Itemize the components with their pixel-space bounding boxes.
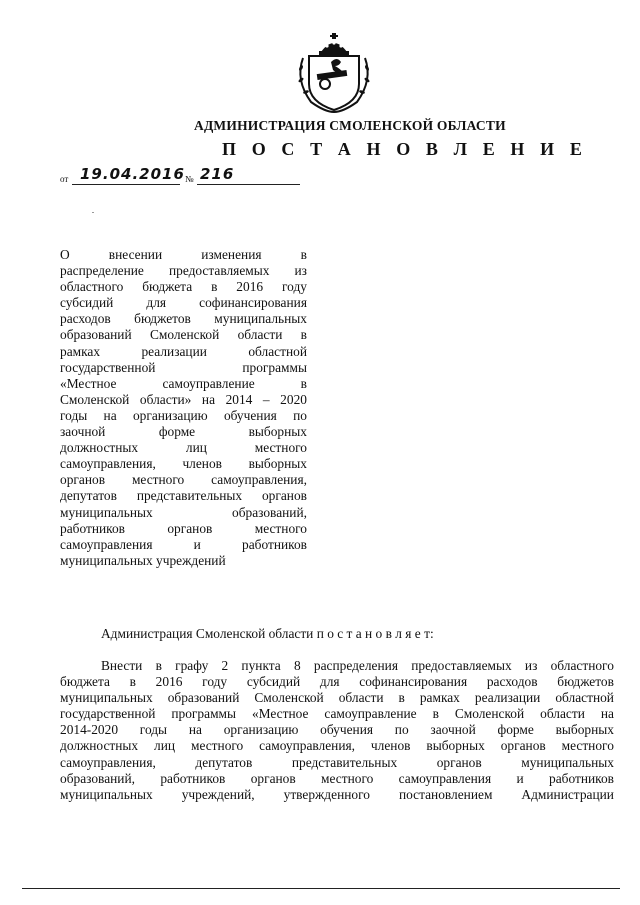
subject-word: выборных [248, 424, 307, 440]
subject-line [60, 456, 307, 472]
body-word: и [516, 770, 524, 786]
subject-line [60, 505, 307, 521]
body-word: работников [549, 770, 614, 786]
subject-word: расходов [60, 311, 111, 327]
body-word: на [600, 706, 614, 722]
subject-line [60, 424, 307, 440]
date-label: от [60, 174, 69, 184]
number-label: № [185, 174, 194, 184]
body-word: местного [190, 738, 244, 754]
subject-word: образований [60, 327, 132, 343]
body-word: самоуправления, [259, 738, 355, 754]
subject-word: 2020 [280, 391, 307, 407]
body-word: форме [497, 722, 534, 738]
subject-line [60, 521, 307, 537]
subject-word: рамках [60, 343, 101, 359]
body-word: программы [171, 706, 237, 722]
body-word: муниципальных [60, 786, 153, 802]
body-word: депутатов [195, 754, 253, 770]
smolensk-coat-of-arms-icon [291, 32, 377, 114]
document-type-title: П О С Т А Н О В Л Е Н И Е [222, 139, 588, 159]
subject-word: депутатов [60, 488, 117, 504]
subject-word: форме [158, 424, 196, 440]
body-line [60, 738, 614, 754]
body-word: годы [139, 722, 168, 738]
body-line [60, 706, 614, 722]
subject-word: из [294, 263, 307, 279]
resolves-line: Администрация Смоленской области п о с т а н о в л я е т: [101, 626, 434, 641]
subject-word: муниципальных учреждений [60, 552, 226, 568]
body-word: 2014-2020 [60, 722, 119, 738]
subject-word: самоуправление [162, 375, 255, 391]
body-word: членов [370, 738, 411, 754]
subject-word: софинансирования [199, 295, 307, 311]
body-word: на [188, 722, 202, 738]
subject-line [60, 263, 307, 279]
subject-word: местного [254, 520, 307, 536]
subject-line [60, 392, 307, 408]
subject-word: органов [60, 472, 106, 488]
subject-word: членов [182, 456, 222, 472]
subject-word: в [300, 247, 307, 262]
subject-word: 2016 [236, 279, 264, 295]
subject-line [60, 553, 307, 569]
body-word: пункта [241, 658, 281, 673]
number-value: 216 [200, 165, 235, 183]
subject-word: области [237, 327, 283, 343]
body-word: рамках [419, 690, 460, 706]
body-line [60, 755, 614, 771]
subject-word: О [60, 247, 70, 262]
body-word: утвержденного [283, 786, 370, 802]
subject-word: внесении [108, 247, 163, 262]
body-word: реализации [474, 690, 541, 706]
subject-line [60, 360, 307, 376]
subject-word: муниципальных [60, 504, 153, 520]
body-line [60, 690, 614, 706]
subject-word: самоуправления [60, 536, 153, 552]
body-line [60, 658, 614, 674]
body-word: бюджета [60, 674, 110, 690]
subject-line [60, 537, 307, 553]
subject-word: для [146, 295, 167, 311]
subject-line [60, 295, 307, 311]
body-word: 2 [221, 658, 229, 673]
body-line [60, 771, 614, 787]
body-word: органов [500, 738, 546, 754]
body-word: муниципальных [60, 690, 153, 706]
body-word: по [394, 722, 409, 738]
body-word: субсидий [246, 674, 301, 690]
body-word: организацию [223, 722, 299, 738]
subject-word: области» [139, 391, 192, 407]
body-word: образований, [60, 770, 135, 786]
subject-word: в [300, 375, 307, 391]
subject-word: самоуправления, [211, 472, 307, 488]
subject-word: представительных [136, 488, 243, 504]
body-word: самоуправления, [60, 754, 156, 770]
body-word: в [155, 658, 162, 673]
body-word: заочной [430, 722, 476, 738]
subject-word: областной [248, 343, 307, 359]
body-word: в [432, 706, 439, 722]
body-word: софинансирования [359, 674, 468, 690]
subject-word: должностных [60, 440, 139, 456]
body-word: Внести [101, 658, 143, 673]
subject-word: «Местное [60, 375, 117, 391]
subject-word: местного [254, 440, 307, 456]
body-word: 8 [293, 658, 301, 673]
body-word: «Местное [251, 706, 309, 722]
subject-word: Смоленской [149, 327, 220, 343]
subject-word: предоставляемых [168, 263, 270, 279]
body-word: органов [436, 754, 482, 770]
subject-word: местного [131, 472, 185, 488]
subject-word: в [300, 327, 307, 343]
subject-word: органов [261, 488, 307, 504]
body-word: области [338, 690, 384, 706]
subject-word: организацию [132, 407, 208, 423]
body-word: областного [550, 658, 614, 673]
number-underline [197, 184, 300, 185]
subject-word: в [211, 279, 218, 295]
subject-word: по [293, 407, 307, 423]
subject-word: году [281, 279, 307, 295]
subject-word: изменения [201, 247, 262, 262]
subject-word: бюджета [142, 279, 193, 295]
body-word: выборных [426, 738, 485, 754]
subject-word: субсидий [60, 295, 114, 311]
subject-word: программы [242, 359, 307, 375]
body-line [60, 722, 614, 738]
subject-word: органов [167, 520, 213, 536]
subject-word: реализации [141, 343, 207, 359]
subject-word: выборных [248, 456, 307, 472]
body-word: представительных [291, 754, 398, 770]
body-word: образований [167, 690, 240, 706]
decree-body [60, 658, 614, 803]
body-word: Администрации [521, 786, 614, 802]
organization-title: АДМИНИСТРАЦИЯ СМОЛЕНСКОЙ ОБЛАСТИ [194, 118, 506, 133]
body-word: местного [321, 770, 374, 786]
subject-line [60, 344, 307, 360]
subject-word: бюджетов [134, 311, 191, 327]
body-word: распределения [313, 658, 398, 673]
subject-line [60, 247, 307, 263]
body-word: выборных [555, 722, 614, 738]
body-line [60, 787, 614, 803]
subject-word: обучения [223, 407, 277, 423]
body-word: в [129, 674, 136, 690]
subject-line [60, 279, 307, 295]
body-word: областной [555, 690, 614, 706]
decree-subject [60, 247, 307, 569]
subject-line [60, 311, 307, 327]
body-word: в [398, 690, 405, 706]
date-number-line [60, 165, 300, 187]
subject-word: Смоленской [60, 391, 130, 407]
body-word: предоставляемых [411, 658, 512, 673]
subject-word: заочной [60, 424, 106, 440]
subject-word: областного [60, 279, 124, 295]
subject-word: на [201, 391, 216, 407]
body-word: лиц [154, 738, 176, 754]
body-word: работников [160, 770, 226, 786]
subject-line [60, 472, 307, 488]
body-word: Смоленской [454, 706, 525, 722]
body-word: из [524, 658, 538, 673]
body-word: обучения [320, 722, 374, 738]
subject-word: годы [60, 407, 88, 423]
subject-word: распределение [60, 263, 144, 279]
subject-line [60, 488, 307, 504]
subject-word: работников [60, 520, 125, 536]
subject-word: работников [242, 536, 307, 552]
body-word: местного [561, 738, 614, 754]
subject-word: образований, [232, 504, 307, 520]
subject-line [60, 408, 307, 424]
subject-word: самоуправления, [60, 456, 156, 472]
page-bottom-rule [22, 888, 620, 889]
body-word: области [540, 706, 585, 722]
date-value: 19.04.2016 [80, 165, 185, 183]
body-word: Смоленской [254, 690, 324, 706]
body-word: постановлением [398, 786, 493, 802]
body-word: государственной [60, 706, 156, 722]
subject-word: 2014 [225, 391, 253, 407]
body-word: должностных [60, 738, 139, 754]
body-word: учреждений, [181, 786, 255, 802]
subject-word: государственной [60, 359, 156, 375]
body-word: 2016 [155, 674, 183, 690]
scan-speck [92, 212, 94, 213]
body-word: самоуправления [398, 770, 492, 786]
body-word: бюджетов [557, 674, 614, 690]
body-word: году [202, 674, 228, 690]
body-word: муниципальных [521, 754, 614, 770]
subject-line [60, 327, 307, 343]
date-underline [72, 184, 180, 185]
subject-word: на [103, 407, 117, 423]
subject-word: и [193, 536, 201, 552]
body-line [60, 674, 614, 690]
subject-word: лиц [185, 440, 207, 456]
body-word: органов [250, 770, 296, 786]
body-word: расходов [486, 674, 538, 690]
subject-word: – [262, 391, 270, 407]
body-word: графу [175, 658, 209, 673]
subject-line [60, 376, 307, 392]
body-word: самоуправление [324, 706, 417, 722]
subject-word: муниципальных [214, 311, 307, 327]
subject-line [60, 440, 307, 456]
body-word: для [319, 674, 340, 690]
